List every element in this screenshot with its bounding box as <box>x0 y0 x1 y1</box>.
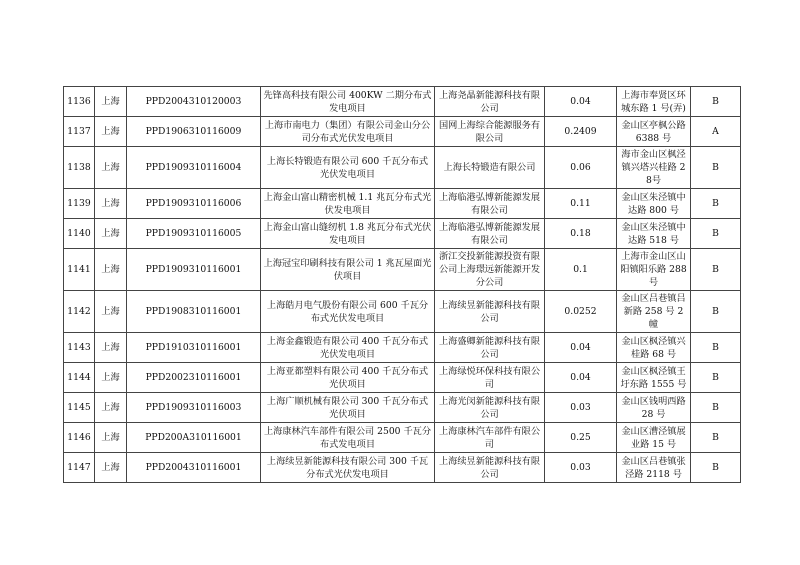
cell-number: 1146 <box>64 423 95 453</box>
cell-address: 金山区漕泾镇展业路 15 号 <box>617 423 691 453</box>
cell-project-id: PPD2002310116001 <box>127 363 261 393</box>
cell-address: 金山区吕巷镇吕新路 258 号 2 幢 <box>617 291 691 333</box>
table-row <box>64 189 741 219</box>
cell-company: 上海续昱新能源科技有限公司 <box>435 453 545 483</box>
cell-region: 上海 <box>95 249 127 291</box>
cell-address: 金山区朱泾镇中达路 800 号 <box>617 189 691 219</box>
cell-company: 浙江交投新能源投资有限公司上海璟远新能源开发分公司 <box>435 249 545 291</box>
cell-number: 1143 <box>64 333 95 363</box>
table-row <box>64 117 741 147</box>
cell-capacity: 0.04 <box>545 87 617 117</box>
cell-number: 1147 <box>64 453 95 483</box>
cell-address: 金山区钱明西路28 号 <box>617 393 691 423</box>
cell-company: 上海续昱新能源科技有限公司 <box>435 291 545 333</box>
cell-number: 1138 <box>64 147 95 189</box>
cell-capacity: 0.1 <box>545 249 617 291</box>
cell-capacity: 0.06 <box>545 147 617 189</box>
cell-project-name: 先锋高科技有限公司 400KW 二期分布式发电项目 <box>261 87 435 117</box>
table-row <box>64 219 741 249</box>
cell-grade: B <box>691 249 741 291</box>
cell-grade: A <box>691 117 741 147</box>
cell-number: 1136 <box>64 87 95 117</box>
table-row <box>64 249 741 291</box>
cell-grade: B <box>691 453 741 483</box>
cell-region: 上海 <box>95 147 127 189</box>
table-row <box>64 393 741 423</box>
cell-company: 上海康林汽车部件有限公司 <box>435 423 545 453</box>
table-row <box>64 363 741 393</box>
cell-capacity: 0.04 <box>545 333 617 363</box>
cell-capacity: 0.0252 <box>545 291 617 333</box>
cell-project-name: 上海广顺机械有限公司 300 千瓦分布式光伏项目 <box>261 393 435 423</box>
cell-region: 上海 <box>95 189 127 219</box>
cell-grade: B <box>691 423 741 453</box>
cell-region: 上海 <box>95 291 127 333</box>
cell-project-name: 上海康林汽车部件有限公司 2500 千瓦分布式发电项目 <box>261 423 435 453</box>
cell-project-id: PPD200A310116001 <box>127 423 261 453</box>
table-row <box>64 291 741 333</box>
cell-project-id: PPD2004310120003 <box>127 87 261 117</box>
cell-project-name: 上海亚都塑料有限公司 400 千瓦分布式光伏项目 <box>261 363 435 393</box>
cell-project-id: PPD1909310116006 <box>127 189 261 219</box>
table-row <box>64 87 741 117</box>
table-row <box>64 333 741 363</box>
cell-grade: B <box>691 219 741 249</box>
cell-capacity: 0.03 <box>545 393 617 423</box>
cell-project-id: PPD1906310116009 <box>127 117 261 147</box>
cell-address: 金山区吕巷镇张泾路 2118 号 <box>617 453 691 483</box>
cell-company: 上海临港弘博新能源发展有限公司 <box>435 189 545 219</box>
cell-address: 金山区枫泾镇兴桂路 68 号 <box>617 333 691 363</box>
cell-project-name: 上海冠宝印刷科技有限公司 1 兆瓦屋面光伏项目 <box>261 249 435 291</box>
cell-company: 国网上海综合能源服务有限公司 <box>435 117 545 147</box>
cell-project-id: PPD2004310116001 <box>127 453 261 483</box>
cell-number: 1137 <box>64 117 95 147</box>
cell-region: 上海 <box>95 453 127 483</box>
cell-company: 上海光闵新能源科技有限公司 <box>435 393 545 423</box>
project-table <box>63 86 741 483</box>
cell-address: 金山区朱泾镇中达路 518 号 <box>617 219 691 249</box>
cell-capacity: 0.04 <box>545 363 617 393</box>
cell-capacity: 0.03 <box>545 453 617 483</box>
cell-number: 1140 <box>64 219 95 249</box>
cell-project-id: PPD1909310116004 <box>127 147 261 189</box>
cell-grade: B <box>691 291 741 333</box>
cell-address: 金山区枫泾镇王圩东路 1555 号 <box>617 363 691 393</box>
cell-capacity: 0.11 <box>545 189 617 219</box>
cell-company: 上海长特锻造有限公司 <box>435 147 545 189</box>
cell-region: 上海 <box>95 363 127 393</box>
cell-grade: B <box>691 393 741 423</box>
cell-region: 上海 <box>95 87 127 117</box>
cell-address: 上海市奉贤区环城东路 1 号(弄) <box>617 87 691 117</box>
cell-address: 金山区亭枫公路6388 号 <box>617 117 691 147</box>
cell-number: 1145 <box>64 393 95 423</box>
cell-project-id: PPD1909310116001 <box>127 249 261 291</box>
table-row <box>64 147 741 189</box>
cell-address: 海市金山区枫泾镇兴塔兴桂路 28号 <box>617 147 691 189</box>
cell-project-name: 上海金山富山精密机械 1.1 兆瓦分布式光伏发电项目 <box>261 189 435 219</box>
cell-project-name: 上海长特锻造有限公司 600 千瓦分布式光伏发电项目 <box>261 147 435 189</box>
cell-address: 上海市金山区山阳镇阳乐路 288 号 <box>617 249 691 291</box>
cell-grade: B <box>691 87 741 117</box>
table-row <box>64 453 741 483</box>
cell-grade: B <box>691 333 741 363</box>
cell-project-name: 上海金鑫锻造有限公司 400 千瓦分布式光伏发电项目 <box>261 333 435 363</box>
cell-region: 上海 <box>95 393 127 423</box>
cell-grade: B <box>691 147 741 189</box>
cell-capacity: 0.2409 <box>545 117 617 147</box>
cell-company: 上海临港弘博新能源发展有限公司 <box>435 219 545 249</box>
cell-number: 1142 <box>64 291 95 333</box>
cell-number: 1144 <box>64 363 95 393</box>
cell-company: 上海绿悦环保科技有限公司 <box>435 363 545 393</box>
cell-project-id: PPD1908310116001 <box>127 291 261 333</box>
cell-company: 上海盛卿新能源科技有限公司 <box>435 333 545 363</box>
cell-project-name: 上海皓月电气股份有限公司 600 千瓦分布式光伏发电项目 <box>261 291 435 333</box>
cell-project-name: 上海金山富山缝纫机 1.8 兆瓦分布式光伏发电项目 <box>261 219 435 249</box>
cell-capacity: 0.25 <box>545 423 617 453</box>
cell-number: 1139 <box>64 189 95 219</box>
cell-project-id: PPD1909310116003 <box>127 393 261 423</box>
cell-project-name: 上海续昱新能源科技有限公司 300 千瓦分布式光伏发电项目 <box>261 453 435 483</box>
cell-grade: B <box>691 189 741 219</box>
cell-number: 1141 <box>64 249 95 291</box>
cell-region: 上海 <box>95 423 127 453</box>
cell-project-id: PPD1910310116001 <box>127 333 261 363</box>
cell-region: 上海 <box>95 219 127 249</box>
cell-project-name: 上海市南电力（集团）有限公司金山分公司分布式光伏发电项目 <box>261 117 435 147</box>
table-body <box>64 87 741 483</box>
cell-region: 上海 <box>95 117 127 147</box>
table-row <box>64 423 741 453</box>
cell-company: 上海尧晶新能源科技有限公司 <box>435 87 545 117</box>
cell-region: 上海 <box>95 333 127 363</box>
cell-project-id: PPD1909310116005 <box>127 219 261 249</box>
cell-capacity: 0.18 <box>545 219 617 249</box>
cell-grade: B <box>691 363 741 393</box>
